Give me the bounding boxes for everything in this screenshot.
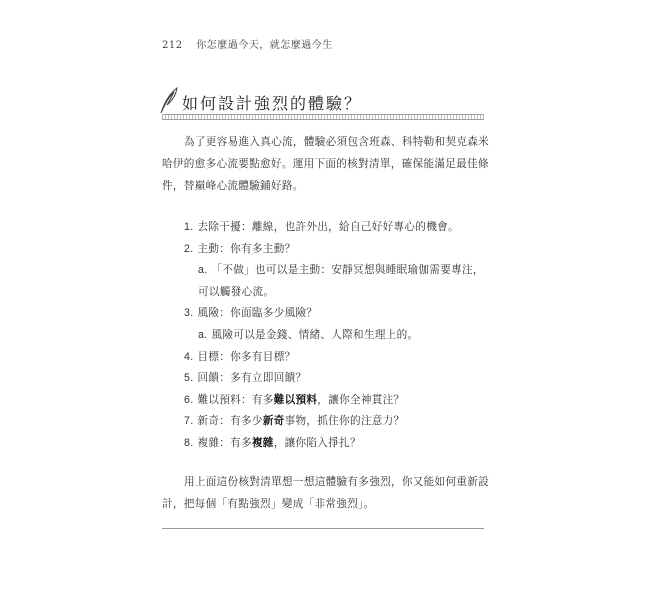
item-text: 目標：你多有目標？	[197, 350, 296, 363]
item-text: 風險可以是金錢、情緒、人際和生理上的。	[211, 328, 419, 341]
item-text: 風險：你面臨多少風險？	[197, 307, 318, 320]
item-letter: a.	[198, 264, 208, 277]
checklist-item	[184, 433, 484, 455]
item-number: 7.	[184, 415, 194, 428]
item-number: 6.	[184, 393, 194, 406]
item-number: 3.	[184, 307, 194, 320]
intro-line: 為了更容易進入真心流，體驗必須包含班森、科特勒和契克森米	[184, 136, 490, 148]
item-emphasis: 複雜	[251, 436, 274, 449]
closing-paragraph	[162, 471, 490, 515]
item-text: ，讓你陷入掙扎？	[273, 436, 361, 449]
checklist-item	[184, 347, 484, 369]
item-text: 回饋：多有立即回饋？	[197, 372, 307, 385]
section-title: 如何設計強烈的體驗？	[182, 94, 363, 113]
checklist-item	[184, 368, 484, 390]
item-emphasis: 新奇	[262, 415, 285, 428]
checklist-subitem-continuation	[184, 282, 484, 304]
item-text: 可以觸發心流。	[198, 285, 275, 298]
item-text: 去除干擾：離線，也許外出，給自己好好專心的機會。	[197, 221, 459, 233]
item-text: 「不做」也可以是主動：安靜冥想與睡眠瑜伽需要專注，	[211, 264, 484, 277]
item-text: 新奇：有多少	[197, 415, 263, 428]
item-text: 難以預料：有多	[197, 393, 274, 406]
quill-pen-icon	[158, 86, 180, 114]
intro-line: 件，替巔峰心流體驗鋪好路。	[162, 180, 304, 192]
section-heading	[158, 86, 362, 114]
intro-line: 哈伊的愈多心流要點愈好。運用下面的核對清單，確保能滿足最佳條	[162, 158, 489, 170]
item-text: ，讓你全神貫注？	[317, 393, 405, 406]
item-emphasis: 難以預料	[273, 393, 318, 406]
bottom-divider	[162, 528, 484, 529]
item-text: 複雜：有多	[197, 436, 252, 449]
checklist-subitem	[184, 325, 484, 347]
item-number: 8.	[184, 436, 194, 449]
intro-paragraph	[162, 131, 490, 197]
checklist-item	[184, 390, 484, 412]
item-number: 4.	[184, 350, 194, 363]
checklist-item	[184, 303, 484, 325]
item-number: 2.	[184, 242, 194, 255]
item-number: 5.	[184, 372, 194, 385]
heading-divider	[162, 114, 484, 120]
checklist-item	[184, 239, 484, 261]
checklist-subitem	[184, 260, 484, 282]
checklist-item	[184, 411, 484, 433]
checklist-item	[184, 217, 484, 239]
item-text: 主動：你有多主動？	[197, 242, 296, 255]
running-head	[162, 36, 333, 51]
closing-line: 用上面這份核對清單想一想這體驗有多強烈，你又能如何重新設	[184, 476, 490, 488]
item-letter: a.	[198, 328, 208, 341]
closing-line: 計，把每個「有點強烈」變成「非常強烈」。	[162, 498, 375, 510]
item-text: 事物，抓住你的注意力？	[284, 415, 405, 428]
page-number: 212	[162, 40, 183, 51]
book-title: 你怎麼過今天，就怎麼過今生	[196, 40, 333, 51]
checklist	[184, 217, 484, 455]
item-number: 1.	[184, 221, 194, 233]
